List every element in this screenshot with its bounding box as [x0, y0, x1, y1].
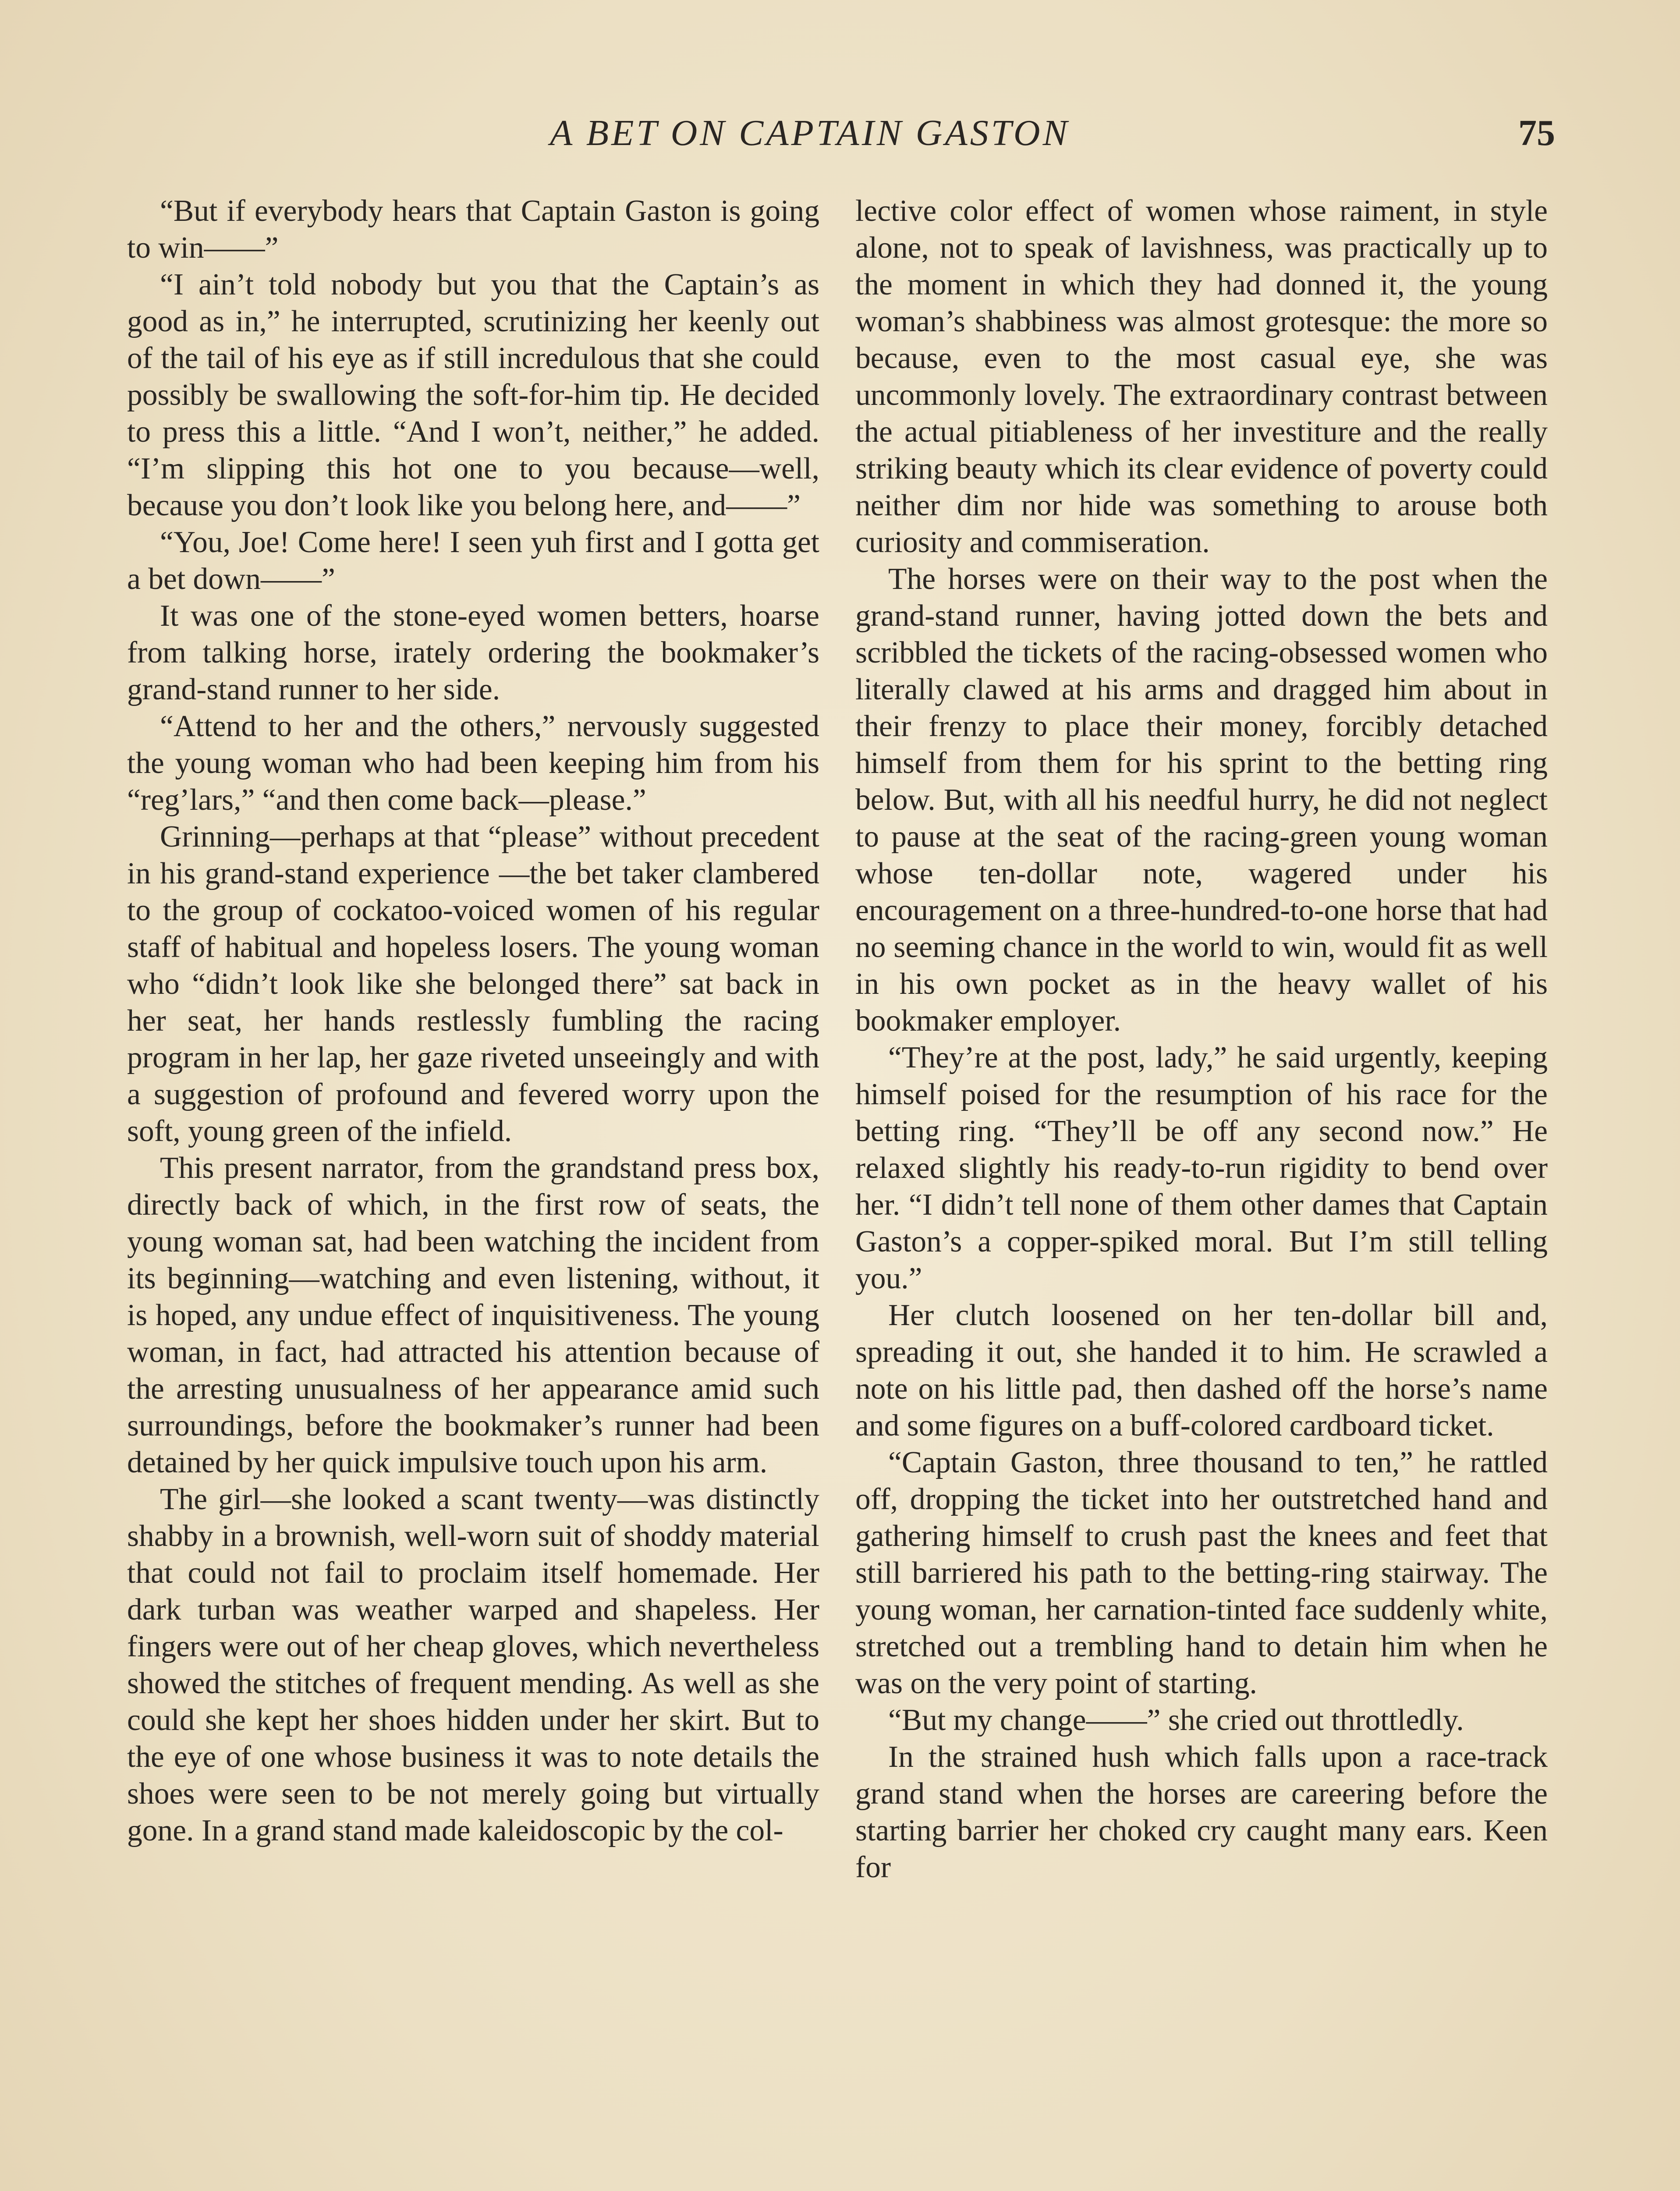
paragraph: In the strained hush which falls upon a race-track grand stand when the horses are careering before the starting barrier her choked cry caught many ears. Keen for	[855, 1740, 1548, 1884]
paragraph: “They’re at the post, lady,” he said urgently, keeping himself poised for the resumption of his race for the betting ring. “They’ll be off any second now.” He relaxed slightly his ready-to-run rigidity to bend over her. “I didn’t tell none of them other dames that Captain Gaston’s a copper-spiked moral. But I’m still telling you.”	[855, 1041, 1548, 1295]
left-column	[127, 193, 819, 1849]
paragraph: This present narrator, from the grandstand press box, directly back of which, in the first row of seats, the young woman sat, had been watching the incident from its beginning—watching and even listening, without, it is hoped, any undue effect of inquisitiveness. The young woman, in fact, had attracted his attention because of the arresting unusualness of her appearance amid such surroundings, before the bookmaker’s runner had been detained by her quick impulsive touch upon his arm.	[127, 1151, 819, 1479]
running-head: A BET ON CAPTAIN GASTON	[550, 113, 1070, 153]
paragraph: “I ain’t told nobody but you that the Captain’s as good as in,” he interrupted, scrutinizing her keenly out of the tail of his eye as if still incredulous that she could possibly be swallowing the soft-for-him tip. He decided to press this a little. “And I won’t, neither,” he added. “I’m slipping this hot one to you because—well, because you don’t look like you belong here, and——”	[127, 268, 819, 522]
paragraph: “But my change——” she cried out throttledly.	[888, 1703, 1464, 1737]
paragraph: Grinning—perhaps at that “please” without precedent in his grand-stand experience —the bet taker clambered to the group of cockatoo-voiced women of his regular staff of habitual and hopeless losers. The young woman who “didn’t look like she belonged there” sat back in her seat, her hands restlessly fumbling the racing program in her lap, her gaze riveted unseeingly and with a suggestion of profound and fevered worry upon the soft, young green of the infield.	[127, 820, 819, 1148]
paragraph: “But if everybody hears that Captain Gaston is going to win——”	[127, 194, 819, 265]
right-column	[855, 193, 1548, 1886]
paragraph: Her clutch loosened on her ten-dollar bill and, spreading it out, she handed it to him. He scrawled a note on his little pad, then dashed off the horse’s name and some figures on a buff-colored cardboard ticket.	[855, 1298, 1548, 1443]
page-number: 75	[1518, 113, 1555, 153]
paragraph: “Attend to her and the others,” nervously suggested the young woman who had been keeping him from his “reg’lars,” “and then come back—please.”	[127, 709, 819, 817]
paragraph: “Captain Gaston, three thousand to ten,” he rattled off, dropping the ticket into her outstretched hand and gathering himself to crush past the knees and feet that still barriered his path to the betting-ring stairway. The young woman, her carnation-tinted face suddenly white, stretched out a trembling hand to detain him when he was on the very point of starting.	[855, 1446, 1548, 1700]
paragraph: It was one of the stone-eyed women betters, hoarse from talking horse, irately ordering the bookmaker’s grand-stand runner to her side.	[127, 599, 819, 706]
paragraph-continued: lective color effect of women whose raiment, in style alone, not to speak of lavishness, was practically up to the moment in which they had donned it, the young woman’s shabbiness was almost grotesque: the more so because, even to the most casual eye, she was uncommonly lovely. The extraordinary contrast between the actual pitiableness of her investiture and the really striking beauty which its clear evidence of poverty could neither dim nor hide was something to arouse both curiosity and commiseration.	[855, 194, 1548, 559]
paragraph: “You, Joe! Come here! I seen yuh first and I gotta get a bet down——”	[127, 525, 819, 596]
paragraph: The girl—she looked a scant twenty—was distinctly shabby in a brownish, well-worn suit of shoddy material that could not fail to proclaim itself homemade. Her dark turban was weather warped and shapeless. Her fingers were out of her cheap gloves, which nevertheless showed the stitches of frequent mending. As well as she could she kept her shoes hidden under her skirt. But to the eye of one whose business it was to note details the shoes were seen to be not merely going but virtually gone. In a grand stand made kaleidoscopic by the col-	[127, 1482, 819, 1847]
paragraph: The horses were on their way to the post when the grand-stand runner, having jotted down the bets and scribbled the tickets of the racing-obsessed women who literally clawed at his arms and dragged him about in their frenzy to place their money, forcibly detached himself from them for his sprint to the betting ring below. But, with all his needful hurry, he did not neglect to pause at the seat of the racing-green young woman whose ten-dollar note, wagered under his encouragement on a three-hundred-to-one horse that had no seeming chance in the world to win, would fit as well in his own pocket as in the heavy wallet of his bookmaker employer.	[855, 562, 1548, 1038]
